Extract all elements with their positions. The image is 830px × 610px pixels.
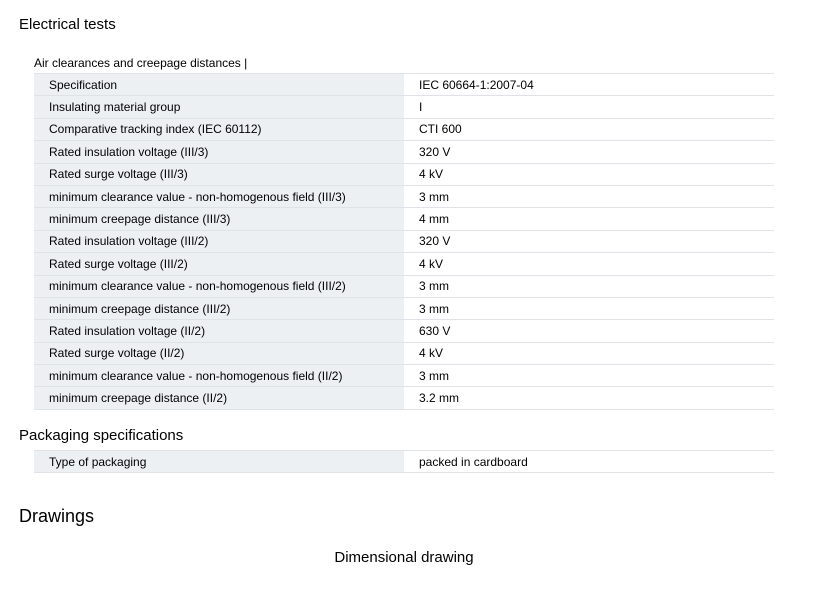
table-row xyxy=(34,163,774,185)
row-label: Rated surge voltage (III/2) xyxy=(34,253,404,275)
row-value: I xyxy=(404,96,774,118)
row-label: Rated surge voltage (II/2) xyxy=(34,342,404,364)
table-row xyxy=(34,365,774,387)
table-row xyxy=(34,253,774,275)
table-row xyxy=(34,118,774,140)
row-label: Rated insulation voltage (III/3) xyxy=(34,141,404,163)
row-value: 4 kV xyxy=(404,253,774,275)
table-row xyxy=(34,185,774,207)
section-title-packaging: Packaging specifications xyxy=(19,427,184,444)
row-value: 630 V xyxy=(404,320,774,342)
row-label: minimum creepage distance (III/3) xyxy=(34,208,404,230)
row-value: 3 mm xyxy=(404,365,774,387)
row-label: Rated surge voltage (III/3) xyxy=(34,163,404,185)
table-row xyxy=(34,208,774,230)
row-value: 4 kV xyxy=(404,342,774,364)
row-label: Specification xyxy=(34,74,404,96)
table-row xyxy=(34,342,774,364)
table-row xyxy=(34,230,774,252)
row-value: 320 V xyxy=(404,141,774,163)
table-row xyxy=(34,74,774,96)
row-value: packed in cardboard xyxy=(404,451,774,473)
row-value: 3.2 mm xyxy=(404,387,774,409)
table-row xyxy=(34,141,774,163)
electrical-tests-table xyxy=(34,73,774,410)
subsection-title-air-clearances: Air clearances and creepage distances | xyxy=(34,56,248,70)
row-label: Type of packaging xyxy=(34,451,404,473)
table-row xyxy=(34,451,774,473)
table-row xyxy=(34,387,774,409)
row-value: IEC 60664-1:2007-04 xyxy=(404,74,774,96)
row-label: minimum clearance value - non-homogenous field (II/2) xyxy=(34,365,404,387)
row-value: 3 mm xyxy=(404,275,774,297)
row-label: Rated insulation voltage (III/2) xyxy=(34,230,404,252)
row-label: minimum creepage distance (III/2) xyxy=(34,297,404,319)
row-value: 4 kV xyxy=(404,163,774,185)
row-label: minimum clearance value - non-homogenous field (III/3) xyxy=(34,185,404,207)
row-value: 3 mm xyxy=(404,297,774,319)
section-title-electrical-tests: Electrical tests xyxy=(19,16,116,33)
table-row xyxy=(34,320,774,342)
packaging-table xyxy=(34,450,774,473)
row-value: 320 V xyxy=(404,230,774,252)
row-value: 3 mm xyxy=(404,185,774,207)
table-row xyxy=(34,275,774,297)
row-label: minimum creepage distance (II/2) xyxy=(34,387,404,409)
row-value: 4 mm xyxy=(404,208,774,230)
row-label: Comparative tracking index (IEC 60112) xyxy=(34,118,404,140)
row-value: CTI 600 xyxy=(404,118,774,140)
row-label: Insulating material group xyxy=(34,96,404,118)
dimensional-drawing-caption: Dimensional drawing xyxy=(334,549,474,566)
row-label: Rated insulation voltage (II/2) xyxy=(34,320,404,342)
table-row xyxy=(34,96,774,118)
table-row xyxy=(34,297,774,319)
section-title-drawings: Drawings xyxy=(19,506,95,526)
row-label: minimum clearance value - non-homogenous field (III/2) xyxy=(34,275,404,297)
